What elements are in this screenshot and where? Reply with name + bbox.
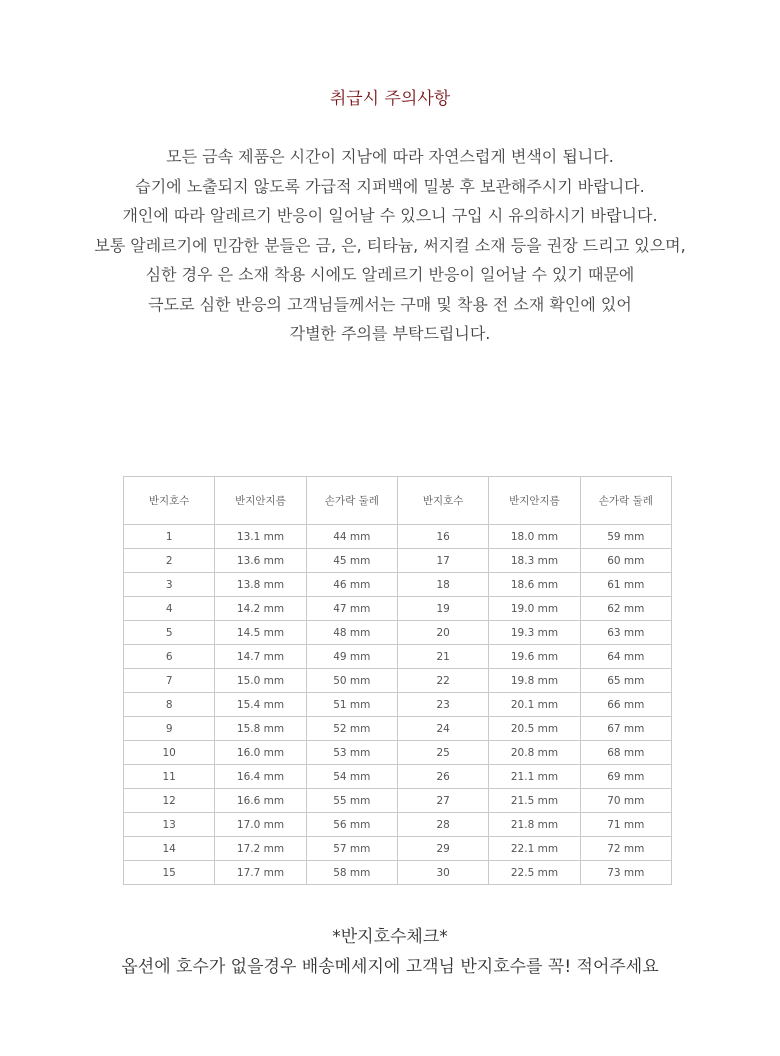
- cell-inner-diameter: 19.3 mm: [489, 621, 580, 645]
- cell-finger-circumference: 51 mm: [306, 693, 397, 717]
- cell-ring-size: 16: [397, 525, 488, 549]
- table-body: [124, 525, 672, 885]
- cell-finger-circumference: 68 mm: [580, 741, 671, 765]
- notice-line: 습기에 노출되지 않도록 가급적 지퍼백에 밀봉 후 보관해주시기 바랍니다.: [135, 176, 645, 196]
- cell-finger-circumference: 71 mm: [580, 813, 671, 837]
- cell-ring-size: 22: [397, 669, 488, 693]
- cell-ring-size: 30: [397, 861, 488, 885]
- cell-inner-diameter: 15.0 mm: [215, 669, 306, 693]
- cell-ring-size: 20: [397, 621, 488, 645]
- cell-ring-size: 17: [397, 549, 488, 573]
- cell-ring-size: 24: [397, 717, 488, 741]
- cell-inner-diameter: 14.5 mm: [215, 621, 306, 645]
- table-header-row: [124, 477, 672, 525]
- cell-inner-diameter: 13.6 mm: [215, 549, 306, 573]
- cell-finger-circumference: 44 mm: [306, 525, 397, 549]
- cell-ring-size: 1: [124, 525, 215, 549]
- cell-finger-circumference: 72 mm: [580, 837, 671, 861]
- cell-finger-circumference: 45 mm: [306, 549, 397, 573]
- cell-finger-circumference: 62 mm: [580, 597, 671, 621]
- cell-finger-circumference: 61 mm: [580, 573, 671, 597]
- table-row: [124, 789, 672, 813]
- cell-inner-diameter: 17.2 mm: [215, 837, 306, 861]
- header-inner-diameter: 반지안지름: [215, 477, 306, 525]
- cell-inner-diameter: 19.0 mm: [489, 597, 580, 621]
- notice-line: 모든 금속 제품은 시간이 지남에 따라 자연스럽게 변색이 됩니다.: [166, 147, 614, 166]
- cell-finger-circumference: 53 mm: [306, 741, 397, 765]
- cell-inner-diameter: 16.0 mm: [215, 741, 306, 765]
- cell-finger-circumference: 65 mm: [580, 669, 671, 693]
- care-notice-text: [0, 142, 780, 349]
- cell-ring-size: 27: [397, 789, 488, 813]
- cell-inner-diameter: 17.7 mm: [215, 861, 306, 885]
- care-notice-title: 취급시 주의사항: [329, 89, 451, 109]
- cell-finger-circumference: 56 mm: [306, 813, 397, 837]
- ring-size-check-text: 옵션에 호수가 없을경우 배송메세지에 고객님 반지호수를 꼭! 적어주세요: [121, 957, 659, 977]
- notice-line: 개인에 따라 알레르기 반응이 일어날 수 있으니 구입 시 유의하시기 바랍니다.: [122, 206, 658, 225]
- cell-finger-circumference: 46 mm: [306, 573, 397, 597]
- table-row: [124, 717, 672, 741]
- cell-inner-diameter: 13.1 mm: [215, 525, 306, 549]
- cell-finger-circumference: 58 mm: [306, 861, 397, 885]
- cell-finger-circumference: 49 mm: [306, 645, 397, 669]
- notice-line: 극도로 심한 반응의 고객님들께서는 구매 및 착용 전 소재 확인에 있어: [148, 294, 632, 314]
- cell-ring-size: 13: [124, 813, 215, 837]
- cell-ring-size: 11: [124, 765, 215, 789]
- cell-finger-circumference: 60 mm: [580, 549, 671, 573]
- cell-finger-circumference: 57 mm: [306, 837, 397, 861]
- cell-ring-size: 23: [397, 693, 488, 717]
- cell-finger-circumference: 73 mm: [580, 861, 671, 885]
- table-row: [124, 861, 672, 885]
- cell-ring-size: 6: [124, 645, 215, 669]
- table-row: [124, 621, 672, 645]
- cell-finger-circumference: 55 mm: [306, 789, 397, 813]
- cell-inner-diameter: 18.6 mm: [489, 573, 580, 597]
- cell-ring-size: 2: [124, 549, 215, 573]
- cell-ring-size: 8: [124, 693, 215, 717]
- notice-line: 보통 알레르기에 민감한 분들은 금, 은, 티타늄, 써지컬 소재 등을 권장 드리고 있으며,: [94, 235, 686, 255]
- cell-finger-circumference: 50 mm: [306, 669, 397, 693]
- cell-finger-circumference: 69 mm: [580, 765, 671, 789]
- table-row: [124, 813, 672, 837]
- cell-inner-diameter: 15.8 mm: [215, 717, 306, 741]
- cell-ring-size: 15: [124, 861, 215, 885]
- table-row: [124, 645, 672, 669]
- notice-line: 각별한 주의를 부탁드립니다.: [289, 324, 491, 343]
- cell-finger-circumference: 48 mm: [306, 621, 397, 645]
- cell-inner-diameter: 21.8 mm: [489, 813, 580, 837]
- notice-line: 심한 경우 은 소재 착용 시에도 알레르기 반응이 일어날 수 있기 때문에: [145, 265, 635, 284]
- cell-ring-size: 19: [397, 597, 488, 621]
- cell-ring-size: 26: [397, 765, 488, 789]
- cell-finger-circumference: 54 mm: [306, 765, 397, 789]
- cell-finger-circumference: 59 mm: [580, 525, 671, 549]
- cell-ring-size: 18: [397, 573, 488, 597]
- cell-finger-circumference: 70 mm: [580, 789, 671, 813]
- cell-inner-diameter: 20.1 mm: [489, 693, 580, 717]
- cell-finger-circumference: 47 mm: [306, 597, 397, 621]
- cell-inner-diameter: 16.6 mm: [215, 789, 306, 813]
- cell-inner-diameter: 14.7 mm: [215, 645, 306, 669]
- ring-size-table: [123, 476, 672, 885]
- ring-size-check-title: *반지호수체크*: [332, 927, 448, 947]
- cell-inner-diameter: 14.2 mm: [215, 597, 306, 621]
- cell-inner-diameter: 19.6 mm: [489, 645, 580, 669]
- cell-inner-diameter: 15.4 mm: [215, 693, 306, 717]
- table-row: [124, 573, 672, 597]
- table-row: [124, 525, 672, 549]
- cell-ring-size: 7: [124, 669, 215, 693]
- cell-inner-diameter: 20.5 mm: [489, 717, 580, 741]
- cell-inner-diameter: 18.0 mm: [489, 525, 580, 549]
- cell-finger-circumference: 64 mm: [580, 645, 671, 669]
- header-ring-size: 반지호수: [397, 477, 488, 525]
- table-row: [124, 597, 672, 621]
- cell-inner-diameter: 13.8 mm: [215, 573, 306, 597]
- cell-ring-size: 4: [124, 597, 215, 621]
- header-finger-circumference: 손가락 둘레: [306, 477, 397, 525]
- cell-inner-diameter: 19.8 mm: [489, 669, 580, 693]
- cell-inner-diameter: 22.5 mm: [489, 861, 580, 885]
- cell-inner-diameter: 20.8 mm: [489, 741, 580, 765]
- cell-finger-circumference: 66 mm: [580, 693, 671, 717]
- header-ring-size: 반지호수: [124, 477, 215, 525]
- cell-inner-diameter: 18.3 mm: [489, 549, 580, 573]
- cell-ring-size: 25: [397, 741, 488, 765]
- cell-ring-size: 29: [397, 837, 488, 861]
- cell-ring-size: 3: [124, 573, 215, 597]
- table-row: [124, 765, 672, 789]
- cell-inner-diameter: 16.4 mm: [215, 765, 306, 789]
- table-row: [124, 549, 672, 573]
- header-inner-diameter: 반지안지름: [489, 477, 580, 525]
- cell-finger-circumference: 67 mm: [580, 717, 671, 741]
- table-row: [124, 693, 672, 717]
- table-row: [124, 837, 672, 861]
- cell-ring-size: 28: [397, 813, 488, 837]
- cell-ring-size: 14: [124, 837, 215, 861]
- table-row: [124, 741, 672, 765]
- cell-ring-size: 5: [124, 621, 215, 645]
- cell-inner-diameter: 22.1 mm: [489, 837, 580, 861]
- cell-ring-size: 21: [397, 645, 488, 669]
- cell-inner-diameter: 17.0 mm: [215, 813, 306, 837]
- table-row: [124, 669, 672, 693]
- cell-finger-circumference: 52 mm: [306, 717, 397, 741]
- header-finger-circumference: 손가락 둘레: [580, 477, 671, 525]
- cell-ring-size: 10: [124, 741, 215, 765]
- cell-ring-size: 9: [124, 717, 215, 741]
- cell-inner-diameter: 21.1 mm: [489, 765, 580, 789]
- cell-inner-diameter: 21.5 mm: [489, 789, 580, 813]
- cell-ring-size: 12: [124, 789, 215, 813]
- cell-finger-circumference: 63 mm: [580, 621, 671, 645]
